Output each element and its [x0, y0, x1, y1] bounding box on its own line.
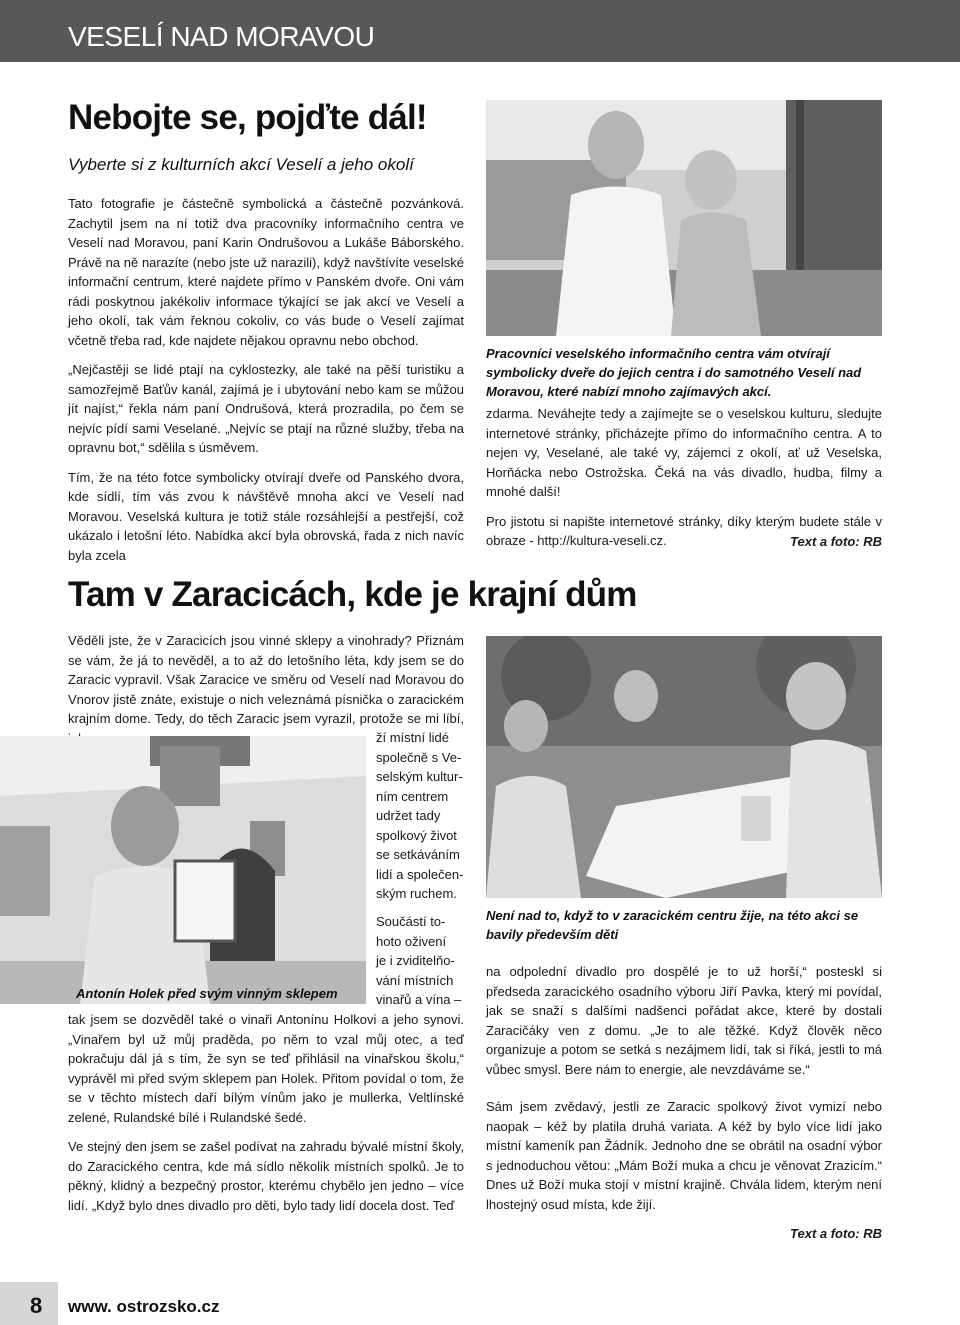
article1-paragraph-1: Tato fotografie je částečně symbolická a částečně pozvánková. Zachytil jsem na ní totiž dva pracovníky informačního centra ve Veselí nad Moravou, paní Karin Ondrušovou a Lukáše Báborského. Právě na ně narazíte (nebo jste už narazili), když navštívíte veselské informační centrum, které najdete přímo v Panském dvoře. Oni vám rádi poskytnou jakékoliv informace týkající se jak akcí ve Veselí a jeho okolí, tak vám řeknou cokoliv, co vás bude o Veselí zajímat včetně třeba rad, kde najdete nějakou opravnu nebo obchod.	[68, 196, 464, 348]
footer-website: www. ostrozsko.cz	[68, 1297, 220, 1316]
article2-paragraph-1: Věděli jste, že v Zaracicích jsou vinné sklepy a vinohrady? Přiznám se vám, že já to nevěděl, a to až do letošního léta, kdy jsem se do Zaracic vypravil. Však Zaracice ve směru od Veselí nad Moravou do Vnorov jistě znáte, existuje o nich veleznámá písnička o zaracickém krajním dome. Tedy, do těch Zaracic jsem vyrazil, protože se mi líbí,	[68, 633, 464, 726]
wrap-line: lidí a společen-	[376, 866, 464, 882]
article1-right-column	[486, 404, 882, 551]
article2-paragraph-2: tak jsem se dozvěděl také o vinaři Antonínu Holkovi a jeho synovi. „Vinařem byl už můj praděda, po něm to vzal můj otec, a teď pokračuju dál já s tím, že syn se teď přihlásil na vinařskou školu,“ vyprávěl mi před svým sklepem pan Holek. Přitom povídal o tom, že se v těchto místech daří bílým vínům jako je mullerka, Veltlínské zelené, Rulandské bílé i Rulandské šedé.	[68, 1012, 464, 1125]
photo2-caption: Antonín Holek před svým vinným sklepem	[76, 986, 338, 1001]
article1-paragraph-3: Tím, že na této fotce symbolicky otvírají dveře od Panského dvora, kde sídlí, tím vás zvou k návštěvě mnoha akcí ve Veselí nad Moravou. Veselská kultura je totiž stále rozsáhlejší a pestřejší, což ukázalo i letošní léto. Nabídka akcí byla obrovská, řada z nich navíc byla zcela	[68, 469, 464, 563]
wrap-line: ským ruchem.	[376, 886, 457, 901]
wrap-line: hoto oživení	[376, 933, 447, 949]
article2-wrap-1	[376, 728, 464, 904]
article1-paragraph-4: zdarma. Neváhejte tedy a zajímejte se o veselskou kulturu, sledujte internetové stránky, přicházejte přímo do informačního centra. A to nejen vy, Veselané, ale také vy, zájemci z okolí, ať už Veselska, Horňácka nebo Ostrožska. Čeká na vás divadlo, hudba, filmy a mnohé další!	[486, 406, 882, 499]
page-number-box	[0, 1282, 58, 1325]
wrap-line: společně s Ve-	[376, 749, 462, 765]
article2-paragraph-4: na odpolední divadlo pro dospělé je to už horší,“ posteskl si předseda zaracického osadního výboru Jiří Pavka, který mi povídal, jak se snaží s dalšími nadšenci pořádat akce, které by dostali Zaracičáky ven z domu. „Je to ale těžké. Když člověk něco organizuje a potom se setká s nezájmem lidí, tak si říká, jestli to má vůbec smysl. Bere nám to energie, ale nevzdáváme se.“	[486, 964, 882, 1077]
info-centre-photo	[486, 100, 882, 336]
article2-wrap-2	[376, 912, 464, 1010]
section-title: VESELÍ NAD MORAVOU	[68, 21, 375, 52]
photo3-caption: Není nad to, když to v zaracickém centru žije, na této akci se bavily především děti	[486, 908, 859, 942]
article1-paragraph-5: Pro jistotu si napište internetové stránky, díky kterým budete stále v obraze - http://kultura-veseli.cz.	[486, 513, 882, 548]
wrap-line: selským kultur-	[376, 769, 463, 784]
wrap-line: vinařů a vína –	[376, 992, 462, 1007]
article2-credit: Text a foto: RB	[790, 1226, 882, 1241]
article2-right-column	[486, 962, 882, 1244]
children-event-photo	[486, 636, 882, 898]
winemaker-photo	[0, 736, 366, 1004]
article1-subtitle: Vyberte si z kulturních akcí Veselí a jeho okolí	[68, 155, 414, 174]
article2-paragraph-3: Ve stejný den jsem se zašel podívat na zahradu bývalé místní školy, do Zaracického centra, kde má sídlo několik místních spolků. Je to pěkný, klidný a bezpečný prostor, kterému chybělo jen jedno – více lidí. „Když bylo dnes divadlo pro děti, bylo tady lidí docela dost. Teď	[68, 1139, 464, 1213]
article1-paragraph-2: „Nejčastěji se lidé ptají na cyklostezky, ale také na pěší turistiku a samozřejmě Baťův kanál, zajímá je i ubytování nebo kam se můžou jít najíst,“ řekla nám paní Ondrušová, která prozradila, po čem se nejvíc pídí sami Veselané. „Nejvíc se ptají na různé služby, třeba na opravnu bot,“ sdělila s úsměvem.	[68, 362, 464, 455]
article1-title: Nebojte se, pojďte dál!	[68, 98, 427, 137]
page-number: 8	[30, 1293, 43, 1318]
article2-title: Tam v Zaracicách, kde je krajní dům	[68, 575, 637, 614]
wrap-line: ží místní lidé	[376, 730, 449, 745]
article1-credit: Text a foto: RB	[790, 533, 882, 549]
wrap-line: je i zviditelňo-	[376, 953, 455, 968]
wrap-line: ním centrem	[376, 788, 449, 804]
photo1-caption: Pracovníci veselského informačního centra vám otvírají symbolicky dveře do jejich centra i do samotného Veselí nad Moravou, které nabízí mnoho zajímavých akcí.	[486, 346, 862, 399]
wrap-line: udržet tady	[376, 808, 441, 823]
wrap-line: spolkový život	[376, 827, 457, 843]
article1-left-column	[68, 194, 464, 565]
wrap-line: se setkáváním	[376, 847, 460, 862]
wrap-line: vání místních	[376, 972, 454, 988]
article2-paragraph-5: Sám jsem zvědavý, jestli ze Zaracic spolkový život vymizí nebo naopak – kéž by platila druhá variata. A kéž by bylo více lidí jako místní kameník pan Žádník. Jednoho dne se obrátil na osadní výbor s jednoduchou větou: „Mám Boží muka a chcu je věnovat Zrazicím.“ Dnes už Boží muka stojí v místní krajině. Chvála lidem, kterým není lhostejný osud místa, kde žijí.	[486, 1099, 882, 1212]
wrap-line: Součástí to-	[376, 914, 446, 929]
article2-left-column	[68, 1010, 464, 1215]
